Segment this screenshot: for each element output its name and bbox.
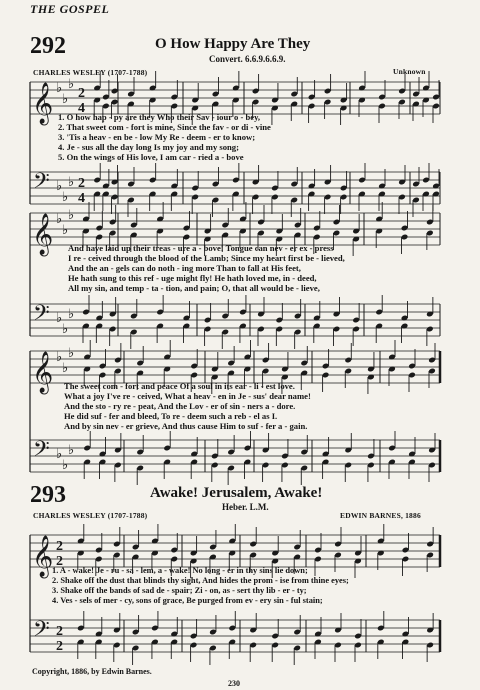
flat-sign: ♭ [56, 179, 63, 194]
lyric-line: And have laid up their treas - ure a - bove! Tongue can nev - er ex - press [68, 243, 334, 253]
lyric-line: 1. O how hap - py are they Who their Sav - iour o - bey, [58, 112, 261, 122]
time-signature: 2 [56, 539, 63, 554]
flat-sign: ♭ [68, 77, 75, 92]
time-signature: 2 [56, 554, 63, 569]
lyric-line: 2. That sweet com - fort is mine, Since the fav - or di - vine [58, 122, 271, 132]
flat-sign: ♭ [68, 175, 75, 190]
lyric-line: 2. Shake off the dust that blinds thy sight, And hides the prom - ise from thine eyes; [52, 576, 349, 585]
lyric-line: And by sin nev - er grieve, And thus cause Him to suf - fer a - gain. [64, 421, 308, 431]
hymn-number: 292 [30, 33, 66, 59]
copyright-notice: Copyright, 1886, by Edwin Barnes. [32, 667, 152, 676]
hymn-meter: Heber. L.M. [222, 502, 269, 512]
hymn-composer: EDWIN BARNES, 1886 [340, 511, 421, 520]
flat-sign: ♭ [56, 212, 63, 227]
lyric-line: He hath sung to this ref - uge might fly! He hath loved me, in - deed, [68, 273, 317, 283]
hymn-number: 293 [30, 482, 66, 508]
treble-clef: 𝄞 [32, 352, 54, 393]
flat-sign: ♭ [56, 350, 63, 365]
lyric-line: 5. On the wings of His love, I am car - ried a - bove [58, 152, 244, 162]
lyric-line: 4. Ves - sels of mer - cy, sons of grace, Be purged from ev - ery sin - ful stain; [52, 596, 323, 605]
hymn-title: O How Happy Are They [155, 36, 311, 52]
time-signature: 4 [78, 191, 85, 206]
time-signature: 4 [78, 101, 85, 116]
flat-sign: ♭ [62, 458, 69, 473]
flat-sign: ♭ [68, 443, 75, 458]
time-signature: 2 [78, 86, 85, 101]
time-signature: 2 [56, 624, 63, 639]
hymn-author: CHARLES WESLEY (1707-1788) [33, 511, 148, 520]
flat-sign: ♭ [56, 311, 63, 326]
time-signature: 2 [56, 639, 63, 654]
lyric-line: 4. Je - sus all the day long Is my joy and my song; [58, 142, 239, 152]
flat-sign: ♭ [68, 346, 75, 361]
flat-sign: ♭ [62, 322, 69, 337]
flat-sign: ♭ [62, 223, 69, 238]
lyric-line: And the an - gels can do noth - ing more Than to fall at His feet, [68, 263, 301, 273]
flat-sign: ♭ [62, 361, 69, 376]
treble-clef: 𝄞 [32, 83, 54, 124]
page-number: 230 [228, 679, 240, 688]
lyric-line: 3. Shake off the bands of sad de - spair; Zi - on, as - sert thy lib - er - ty; [52, 586, 307, 595]
lyric-line: 3. 'Tis a heav - en be - low My Re - deem - er to know; [58, 132, 256, 142]
hymn-title: Awake! Jerusalem, Awake! [150, 485, 323, 501]
flat-sign: ♭ [56, 447, 63, 462]
bass-clef: 𝄢 [33, 301, 50, 331]
flat-sign: ♭ [62, 190, 69, 205]
lyric-line: He did suf - fer and bleed, To re - deem such a reb - el as I. [64, 411, 278, 421]
flat-sign: ♭ [68, 208, 75, 223]
bass-clef: 𝄢 [33, 169, 50, 199]
treble-clef: 𝄞 [32, 536, 54, 577]
bass-clef: 𝄢 [33, 437, 50, 467]
treble-clef: 𝄞 [32, 214, 54, 255]
hymn-author: CHARLES WESLEY (1707-1788) [33, 68, 148, 77]
hymn-composer: Unknown [393, 67, 426, 76]
lyric-line: What a joy I've re - ceived, What a heav - en in Je - sus' dear name! [64, 391, 311, 401]
hymn-meter: Convert. 6.6.9.6.6.9. [209, 54, 286, 64]
lyric-line: All my sin, and temp - ta - tion, and pain; O, that all would be - lieve, [68, 283, 320, 293]
bass-clef: 𝄢 [33, 617, 50, 647]
section-heading: THE GOSPEL [30, 2, 110, 16]
lyric-line: The sweet com - fort and peace Of a soul in its ear - li - est love. [64, 381, 295, 391]
flat-sign: ♭ [68, 307, 75, 322]
lyric-line: 1. A - wake! Je - ru - sa - lem, a - wake! No long - er in thy sins lie down; [52, 566, 308, 575]
lyric-line: And the sto - ry re - peat, And the Lov - er of sin - ners a - dore. [64, 401, 296, 411]
lyric-line: I re - ceived through the blood of the Lamb; Since my heart first be - lieved, [68, 253, 345, 263]
time-signature: 2 [78, 176, 85, 191]
flat-sign: ♭ [62, 92, 69, 107]
flat-sign: ♭ [56, 81, 63, 96]
